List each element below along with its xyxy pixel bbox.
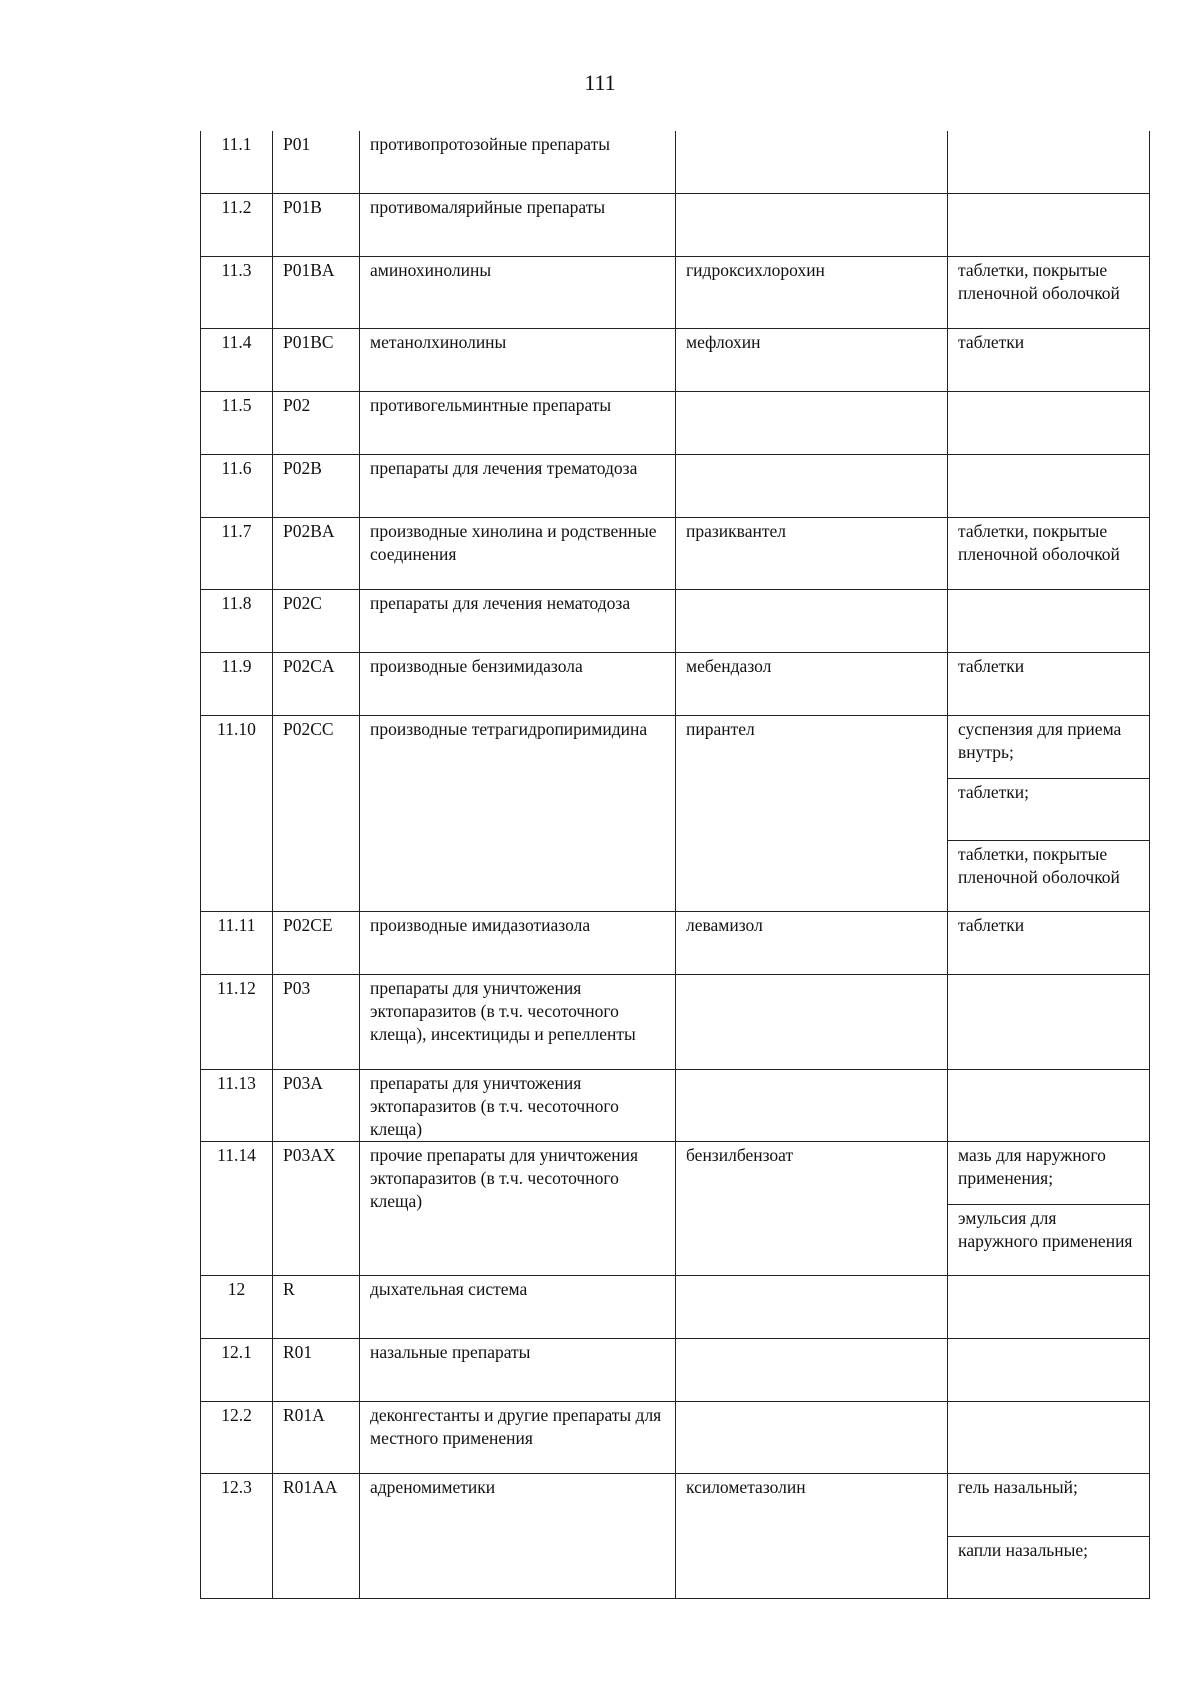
- row-number-cell: 11.4: [201, 329, 273, 392]
- dosage-form-cell: [948, 455, 1150, 518]
- dosage-form-cell: [948, 518, 1150, 590]
- drug-name-cell: мефлохин: [676, 329, 948, 392]
- group-name-cell: препараты для уничтожения эктопаразитов (в т.ч. чесоточного клеща): [360, 1070, 676, 1142]
- dosage-form-cell: [948, 912, 1150, 975]
- group-name-cell: назальные препараты: [360, 1339, 676, 1402]
- dosage-form-cell: [948, 653, 1150, 716]
- atc-code-cell: P03AX: [273, 1142, 360, 1276]
- dosage-form-item: эмульсия для наружного применения: [948, 1204, 1149, 1275]
- row-number-cell: 11.11: [201, 912, 273, 975]
- row-number-cell: 12.2: [201, 1402, 273, 1474]
- atc-code-cell: P01: [273, 131, 360, 194]
- group-name-cell: метанолхинолины: [360, 329, 676, 392]
- table-row: [201, 392, 1150, 455]
- atc-code-cell: P01B: [273, 194, 360, 257]
- dosage-form-item: [948, 1402, 1149, 1473]
- table-row: [201, 1402, 1150, 1474]
- dosage-form-cell: [948, 590, 1150, 653]
- atc-code-cell: R01A: [273, 1402, 360, 1474]
- row-number-cell: 11.7: [201, 518, 273, 590]
- row-number-cell: 11.3: [201, 257, 273, 329]
- drug-name-cell: [676, 1339, 948, 1402]
- row-number-cell: 11.8: [201, 590, 273, 653]
- row-number-cell: 11.10: [201, 716, 273, 912]
- dosage-form-item: мазь для наружного применения;: [958, 1145, 1106, 1188]
- group-name-cell: производные тетрагидропиримидина: [360, 716, 676, 912]
- table-row: [201, 518, 1150, 590]
- drug-name-cell: [676, 975, 948, 1070]
- page-number: 111: [584, 70, 616, 95]
- drug-table-body: [201, 131, 1150, 1599]
- dosage-form-cell: [948, 1402, 1150, 1474]
- drug-name-cell: [676, 1276, 948, 1339]
- drug-name-cell: [676, 1070, 948, 1142]
- dosage-form-cell: [948, 257, 1150, 329]
- row-number-cell: 11.14: [201, 1142, 273, 1276]
- dosage-form-cell: [948, 329, 1150, 392]
- dosage-form-cell: [948, 131, 1150, 194]
- table-row: [201, 716, 1150, 912]
- dosage-form-cell: [948, 1474, 1150, 1599]
- dosage-form-item: таблетки: [958, 656, 1025, 676]
- dosage-form-item: [948, 590, 1149, 652]
- dosage-form-cell: [948, 1070, 1150, 1142]
- row-number-cell: 12.3: [201, 1474, 273, 1599]
- atc-code-cell: P01BC: [273, 329, 360, 392]
- dosage-form-cell: [948, 392, 1150, 455]
- dosage-form-item: [948, 392, 1149, 454]
- dosage-form-item: таблетки: [958, 915, 1025, 935]
- table-row: [201, 975, 1150, 1070]
- group-name-cell: аминохинолины: [360, 257, 676, 329]
- drug-name-cell: [676, 392, 948, 455]
- drug-name-cell: [676, 455, 948, 518]
- dosage-form-cell: [948, 1276, 1150, 1339]
- table-row: [201, 1276, 1150, 1339]
- dosage-form-item: [948, 1276, 1149, 1338]
- dosage-form-cell: [948, 975, 1150, 1070]
- table-row: [201, 590, 1150, 653]
- dosage-form-cell: [948, 1339, 1150, 1402]
- drug-name-cell: ксилометазолин: [676, 1474, 948, 1599]
- atc-code-cell: P02: [273, 392, 360, 455]
- atc-code-cell: R: [273, 1276, 360, 1339]
- drug-name-cell: мебендазол: [676, 653, 948, 716]
- dosage-form-cell: [948, 1142, 1150, 1276]
- drug-name-cell: [676, 194, 948, 257]
- table-row: [201, 131, 1150, 194]
- group-name-cell: противопротозойные препараты: [360, 131, 676, 194]
- atc-code-cell: R01: [273, 1339, 360, 1402]
- drug-name-cell: левамизол: [676, 912, 948, 975]
- atc-code-cell: P02C: [273, 590, 360, 653]
- dosage-form-item: таблетки;: [948, 778, 1149, 840]
- drug-name-cell: гидроксихлорохин: [676, 257, 948, 329]
- drug-name-cell: празиквантел: [676, 518, 948, 590]
- group-name-cell: препараты для лечения трематодоза: [360, 455, 676, 518]
- atc-code-cell: R01AA: [273, 1474, 360, 1599]
- atc-code-cell: P02BA: [273, 518, 360, 590]
- dosage-form-item: таблетки: [958, 332, 1025, 352]
- row-number-cell: 11.6: [201, 455, 273, 518]
- dosage-form-item: [948, 1070, 1149, 1141]
- table-row: [201, 1142, 1150, 1276]
- row-number-cell: 11.12: [201, 975, 273, 1070]
- drug-name-cell: [676, 1402, 948, 1474]
- dosage-form-item: [948, 455, 1149, 517]
- dosage-form-item: [948, 194, 1149, 256]
- atc-code-cell: P03: [273, 975, 360, 1070]
- dosage-form-item: гель назальный;: [958, 1477, 1078, 1497]
- drug-name-cell: пирантел: [676, 716, 948, 912]
- dosage-form-item: капли назальные;: [948, 1536, 1149, 1598]
- row-number-cell: 12: [201, 1276, 273, 1339]
- drug-name-cell: бензилбензоат: [676, 1142, 948, 1276]
- drug-name-cell: [676, 590, 948, 653]
- group-name-cell: адреномиметики: [360, 1474, 676, 1599]
- group-name-cell: противогельминтные препараты: [360, 392, 676, 455]
- group-name-cell: противомалярийные препараты: [360, 194, 676, 257]
- row-number-cell: 12.1: [201, 1339, 273, 1402]
- row-number-cell: 11.5: [201, 392, 273, 455]
- table-row: [201, 257, 1150, 329]
- table-row: [201, 653, 1150, 716]
- dosage-form-item: [948, 975, 1149, 1069]
- table-row: [201, 329, 1150, 392]
- row-number-cell: 11.2: [201, 194, 273, 257]
- atc-code-cell: P01BA: [273, 257, 360, 329]
- table-row: [201, 194, 1150, 257]
- group-name-cell: препараты для лечения нематодоза: [360, 590, 676, 653]
- dosage-form-cell: [948, 716, 1150, 912]
- dosage-form-cell: [948, 194, 1150, 257]
- group-name-cell: прочие препараты для уничтожения эктопаразитов (в т.ч. чесоточного клеща): [360, 1142, 676, 1276]
- atc-code-cell: P02B: [273, 455, 360, 518]
- table-row: [201, 1474, 1150, 1599]
- group-name-cell: производные хинолина и родственные соединения: [360, 518, 676, 590]
- dosage-form-item: суспензия для приема внутрь;: [958, 719, 1122, 762]
- atc-code-cell: P02CC: [273, 716, 360, 912]
- group-name-cell: деконгестанты и другие препараты для местного применения: [360, 1402, 676, 1474]
- drug-name-cell: [676, 131, 948, 194]
- row-number-cell: 11.1: [201, 131, 273, 194]
- table-row: [201, 1070, 1150, 1142]
- dosage-form-item: таблетки, покрытые пленочной оболочкой: [958, 521, 1120, 564]
- dosage-form-item: таблетки, покрытые пленочной оболочкой: [958, 260, 1120, 303]
- group-name-cell: производные имидазотиазола: [360, 912, 676, 975]
- dosage-form-item: таблетки, покрытые пленочной оболочкой: [948, 840, 1149, 911]
- group-name-cell: дыхательная система: [360, 1276, 676, 1339]
- table-row: [201, 912, 1150, 975]
- row-number-cell: 11.13: [201, 1070, 273, 1142]
- group-name-cell: производные бензимидазола: [360, 653, 676, 716]
- dosage-form-item: [948, 1339, 1149, 1401]
- atc-code-cell: P02CE: [273, 912, 360, 975]
- row-number-cell: 11.9: [201, 653, 273, 716]
- group-name-cell: препараты для уничтожения эктопаразитов (в т.ч. чесоточного клеща), инсектициды и репелленты: [360, 975, 676, 1070]
- table-row: [201, 1339, 1150, 1402]
- dosage-form-item: [948, 131, 1149, 193]
- drug-table: [200, 131, 1150, 1599]
- table-row: [201, 455, 1150, 518]
- atc-code-cell: P02CA: [273, 653, 360, 716]
- atc-code-cell: P03A: [273, 1070, 360, 1142]
